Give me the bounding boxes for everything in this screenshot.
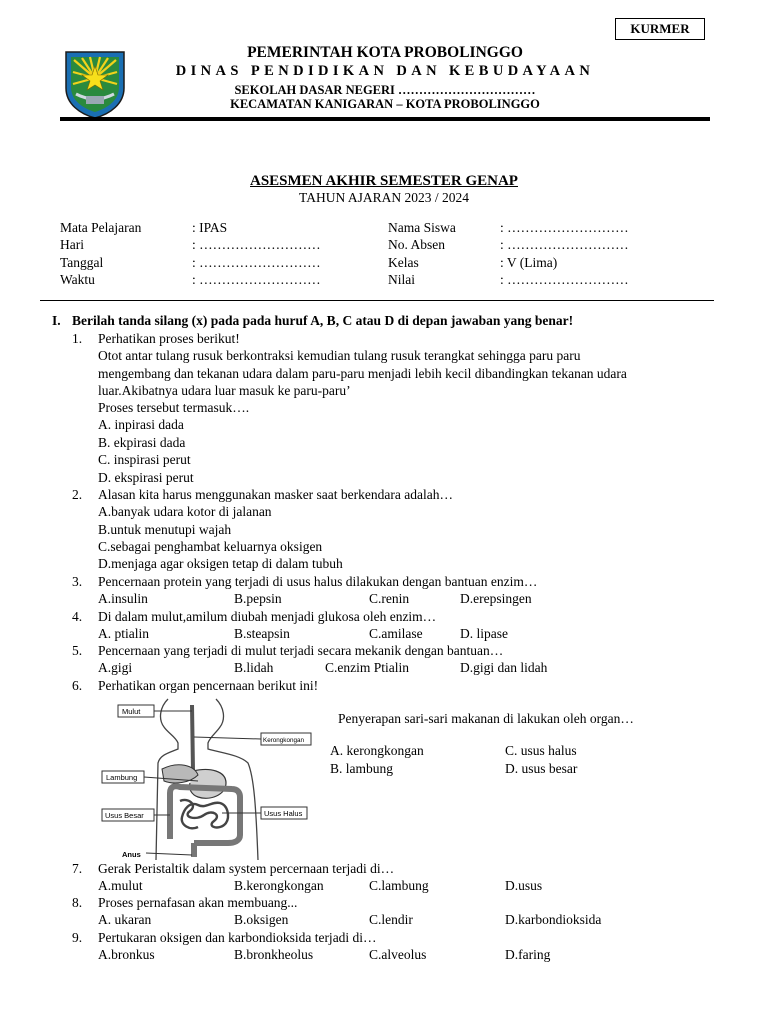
answer-option: C. inspirasi perut xyxy=(98,452,191,467)
question-number: 5. xyxy=(72,643,83,658)
info-value: : ……………………… xyxy=(500,272,629,287)
header-divider xyxy=(60,117,710,121)
info-divider xyxy=(40,300,714,301)
question-text: Proses tersebut termasuk…. xyxy=(98,400,250,415)
city-emblem-icon xyxy=(62,48,128,120)
answer-option: C.renin xyxy=(369,591,410,606)
digestive-system-diagram xyxy=(98,697,313,860)
answer-option: A.mulut xyxy=(98,878,143,893)
exam-title: ASESMEN AKHIR SEMESTER GENAP xyxy=(250,173,518,189)
question-number: 7. xyxy=(72,861,83,876)
info-label: Kelas xyxy=(388,255,419,270)
info-value: : ……………………… xyxy=(192,255,321,270)
question-number: 3. xyxy=(72,574,83,589)
info-value: : ……………………… xyxy=(192,237,321,252)
label-lambung: Lambung xyxy=(106,773,138,782)
passage-line: Otot antar tulang rusuk berkontraksi kemudian tulang rusuk terangkat sehingga paru paru xyxy=(98,348,581,363)
answer-option: A. ukaran xyxy=(98,912,152,927)
district-name: KECAMATAN KANIGARAN – KOTA PROBOLINGGO xyxy=(230,97,540,111)
school-name: SEKOLAH DASAR NEGERI …………………………… xyxy=(234,83,536,97)
answer-option: B.bronkheolus xyxy=(234,947,314,962)
answer-option: D. ekspirasi perut xyxy=(98,470,194,485)
answer-option: A.gigi xyxy=(98,660,133,675)
info-value: : V (Lima) xyxy=(500,255,558,270)
answer-option: B.steapsin xyxy=(234,626,290,641)
answer-option: B.lidah xyxy=(234,660,274,675)
answer-option: A.insulin xyxy=(98,591,148,606)
answer-option: D. lipase xyxy=(460,626,508,641)
info-value: : ……………………… xyxy=(500,237,629,252)
info-label: Mata Pelajaran xyxy=(60,220,142,235)
answer-option: B. ekpirasi dada xyxy=(98,435,186,450)
office-title: DINAS PENDIDIKAN DAN KEBUDAYAAN xyxy=(175,63,595,79)
section-instruction: Berilah tanda silang (x) pada pada huruf A, B, C atau D di depan jawaban yang benar! xyxy=(72,313,574,328)
question-number: 6. xyxy=(72,678,83,693)
answer-option: B. lambung xyxy=(330,761,393,776)
question-number: 1. xyxy=(72,331,83,346)
info-label: Tanggal xyxy=(60,255,104,270)
label-kerongkongan: Kerongkongan xyxy=(263,737,304,744)
question-number: 8. xyxy=(72,895,83,910)
question-text: Gerak Peristaltik dalam system percernaan terjadi di… xyxy=(98,861,395,876)
answer-option: B.pepsin xyxy=(234,591,282,606)
question-text: Perhatikan proses berikut! xyxy=(98,331,240,346)
info-label: Nama Siswa xyxy=(388,220,456,235)
answer-option: A. ptialin xyxy=(98,626,149,641)
question-text: Perhatikan organ pencernaan berikut ini! xyxy=(98,678,319,693)
answer-option: D. usus besar xyxy=(505,761,578,776)
question-text: Pertukaran oksigen dan karbondioksida terjadi di… xyxy=(98,930,377,945)
answer-option: A. inpirasi dada xyxy=(98,417,184,432)
answer-option: C.sebagai penghambat keluarnya oksigen xyxy=(98,539,323,554)
info-value: : ……………………… xyxy=(192,272,321,287)
info-label: No. Absen xyxy=(388,237,445,252)
answer-option: D.karbondioksida xyxy=(505,912,602,927)
answer-option: D.menjaga agar oksigen tetap di dalam tubuh xyxy=(98,556,343,571)
answer-option: A.banyak udara kotor di jalanan xyxy=(98,504,272,519)
info-value: : IPAS xyxy=(192,220,228,235)
answer-option: B.kerongkongan xyxy=(234,878,324,893)
exam-year: TAHUN AJARAN 2023 / 2024 xyxy=(299,190,469,205)
answer-option: B.oksigen xyxy=(234,912,289,927)
answer-option: C.enzim Ptialin xyxy=(325,660,409,675)
answer-option: A.bronkus xyxy=(98,947,155,962)
info-label: Hari xyxy=(60,237,84,252)
passage-line: mengembang dan tekanan udara dalam paru-paru menjadi lebih kecil dibandingkan tekanan udara xyxy=(98,366,627,381)
question-number: 4. xyxy=(72,609,83,624)
label-usus-besar: Usus Besar xyxy=(105,811,144,820)
label-mulut: Mulut xyxy=(122,707,141,716)
passage-line: luar.Akibatnya udara luar masuk ke paru-paru’ xyxy=(98,383,351,398)
question-number: 9. xyxy=(72,930,83,945)
question-number: 2. xyxy=(72,487,83,502)
answer-option: D.erepsingen xyxy=(460,591,532,606)
question-text: Proses pernafasan akan membuang... xyxy=(98,895,298,910)
info-value: : ……………………… xyxy=(500,220,629,235)
answer-option: D.faring xyxy=(505,947,551,962)
question-text: Alasan kita harus menggunakan masker saat berkendara adalah… xyxy=(98,487,453,502)
answer-option: B.untuk menutupi wajah xyxy=(98,522,232,537)
answer-option: C.lendir xyxy=(369,912,413,927)
label-usus-halus: Usus Halus xyxy=(264,809,303,818)
govt-title: PEMERINTAH KOTA PROBOLINGGO xyxy=(247,44,523,61)
answer-option: D.gigi dan lidah xyxy=(460,660,548,675)
answer-option: C.lambung xyxy=(369,878,429,893)
answer-option: C. usus halus xyxy=(505,743,577,758)
answer-option: D.usus xyxy=(505,878,543,893)
info-label: Waktu xyxy=(60,272,95,287)
info-label: Nilai xyxy=(388,272,415,287)
question-text: Penyerapan sari-sari makanan di lakukan oleh organ… xyxy=(338,711,634,726)
curriculum-badge: KURMER xyxy=(615,18,705,40)
question-text: Pencernaan protein yang terjadi di usus halus dilakukan dengan bantuan enzim… xyxy=(98,574,538,589)
label-anus: Anus xyxy=(122,850,141,859)
question-text: Pencernaan yang terjadi di mulut terjadi secara mekanik dengan bantuan… xyxy=(98,643,504,658)
question-text: Di dalam mulut,amilum diubah menjadi glukosa oleh enzim… xyxy=(98,609,437,624)
section-number: I. xyxy=(52,313,61,328)
answer-option: C.amilase xyxy=(369,626,423,641)
answer-option: C.alveolus xyxy=(369,947,427,962)
answer-option: A. kerongkongan xyxy=(330,743,424,758)
